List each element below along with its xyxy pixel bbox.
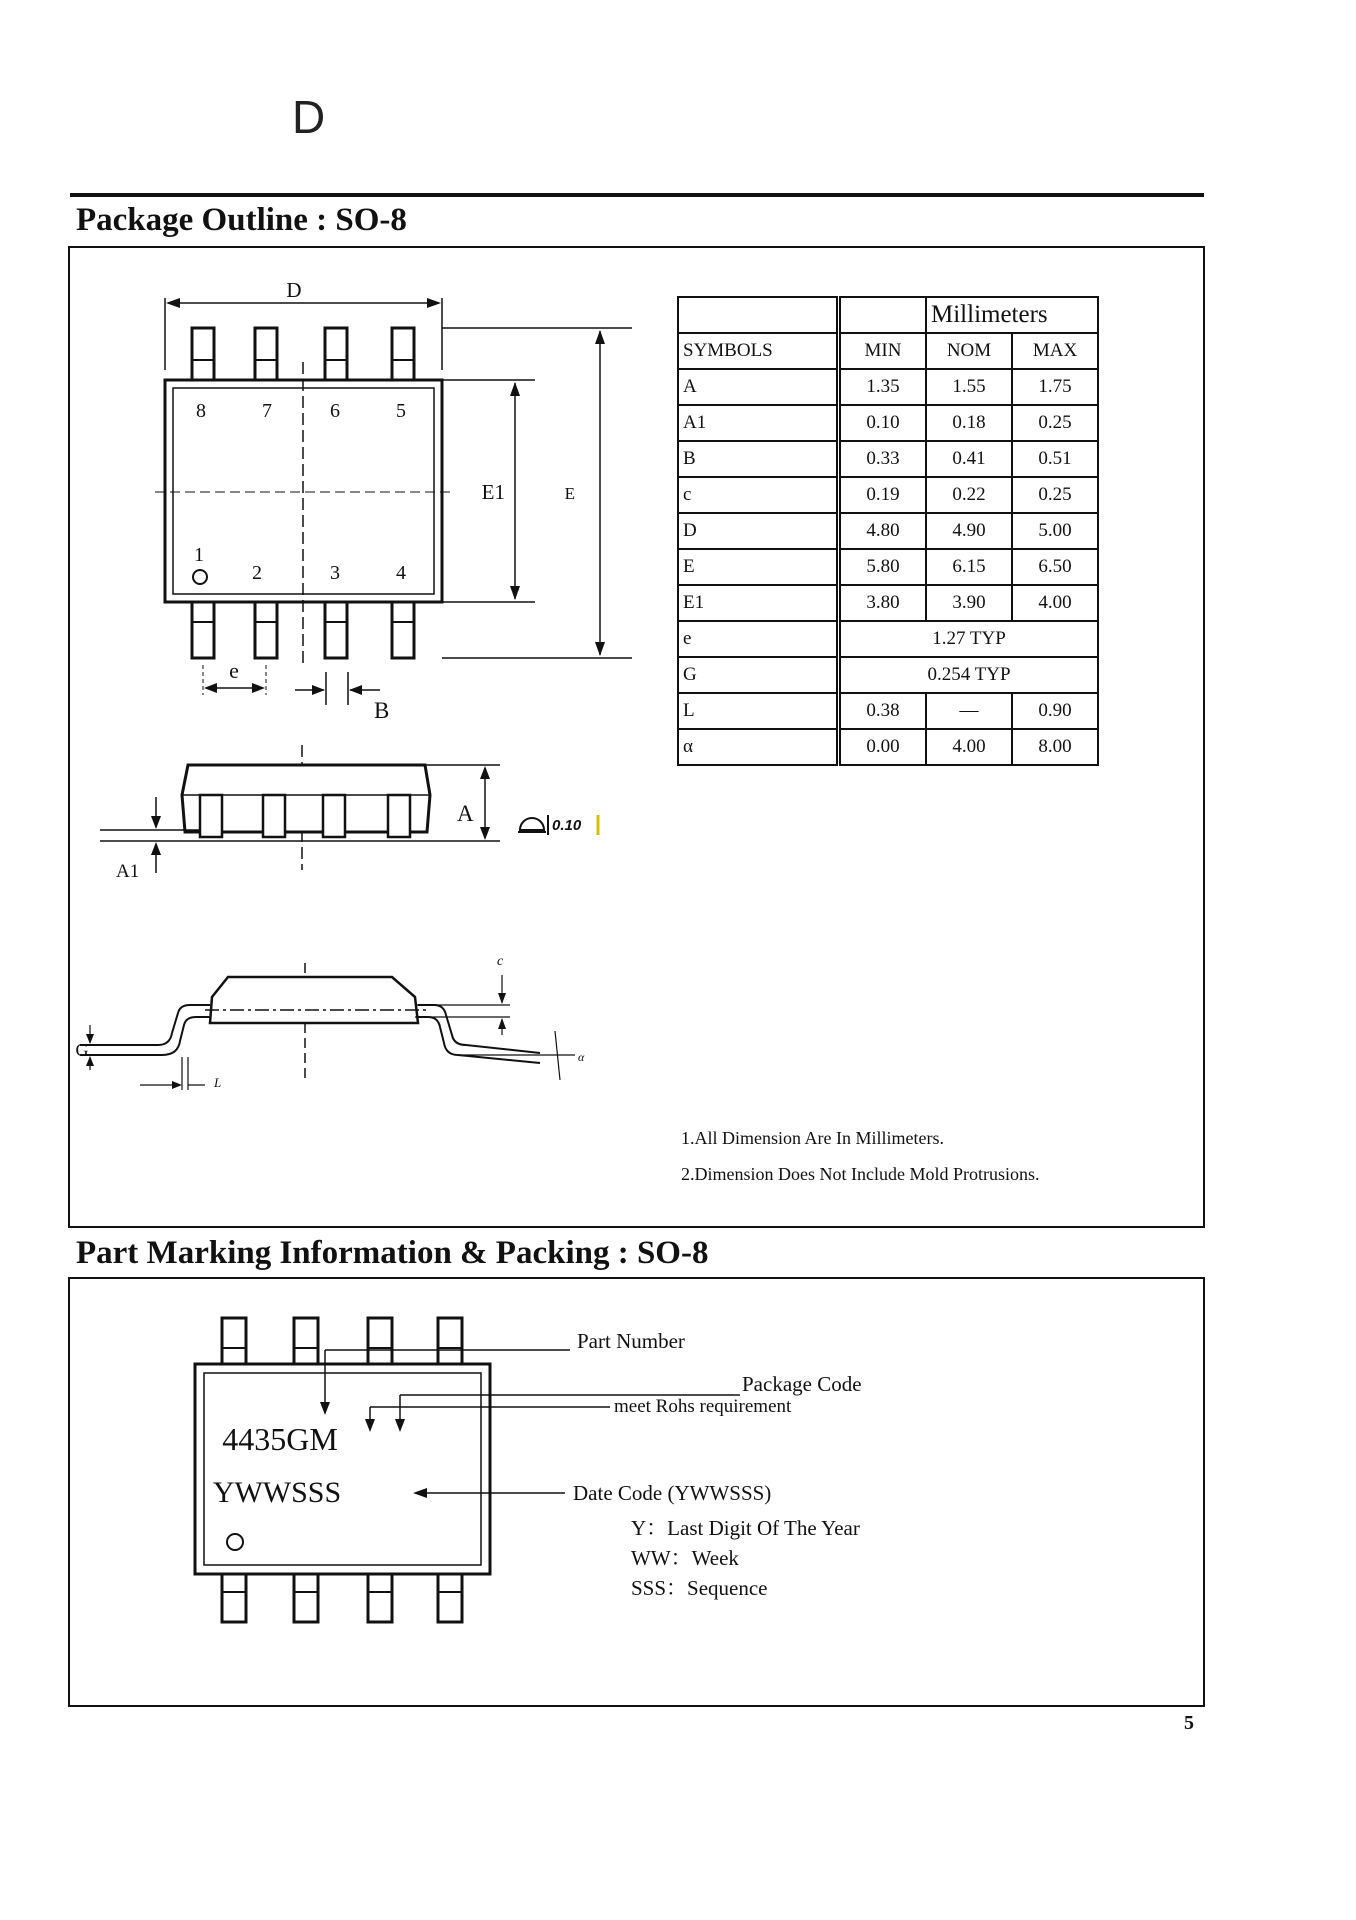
- table-cell: SYMBOLS: [678, 333, 839, 369]
- table-header-row: [678, 333, 1098, 369]
- table-cell: B: [678, 441, 839, 477]
- drawing-label: 8: [196, 400, 206, 422]
- table-cell: MIN: [839, 333, 927, 369]
- drawing-label: 7: [262, 400, 272, 422]
- package-outline-title: Package Outline : SO-8: [76, 202, 407, 238]
- table-cell: —: [926, 693, 1012, 729]
- table-row: [678, 477, 1098, 513]
- table-cell: 4.00: [1012, 585, 1098, 621]
- table-cell: 0.00: [839, 729, 927, 765]
- table-cell: 1.75: [1012, 369, 1098, 405]
- drawing-label: 6: [330, 400, 340, 422]
- table-row: [678, 369, 1098, 405]
- table-cell: 4.90: [926, 513, 1012, 549]
- table-cell: 1.35: [839, 369, 927, 405]
- table-cell: c: [678, 477, 839, 513]
- table-cell: e: [678, 621, 839, 657]
- drawing-label: G: [75, 1040, 89, 1060]
- rohs-label: meet Rohs requirement: [614, 1396, 792, 1417]
- drawing-label: 2: [252, 562, 262, 584]
- table-row: [678, 585, 1098, 621]
- drawing-label: 3: [330, 562, 340, 584]
- table-cell: D: [678, 513, 839, 549]
- table-cell: 4.80: [839, 513, 927, 549]
- table-row: [678, 513, 1098, 549]
- flatness-icon: [520, 818, 544, 830]
- table-row: [678, 405, 1098, 441]
- drawing-label: 1: [194, 544, 204, 566]
- table-cell: 5.00: [1012, 513, 1098, 549]
- table-cell: 8.00: [1012, 729, 1098, 765]
- table-cell: 0.51: [1012, 441, 1098, 477]
- package-code-label: Package Code: [742, 1372, 862, 1396]
- table-cell: MAX: [1012, 333, 1098, 369]
- week-desc: WW：Week: [631, 1546, 739, 1570]
- drawing-label: B: [374, 698, 390, 723]
- table-header-row: [678, 297, 1098, 333]
- marking-date-code: YWWSSS: [212, 1476, 342, 1509]
- table-cell: 0.38: [839, 693, 927, 729]
- table-cell: 3.80: [839, 585, 927, 621]
- table-cell: [839, 297, 927, 333]
- drawing-label: e: [229, 658, 239, 683]
- table-cell: 5.80: [839, 549, 927, 585]
- drawing-label: E: [564, 484, 575, 503]
- table-cell: 0.25: [1012, 405, 1098, 441]
- drawing-label: α: [578, 1050, 585, 1064]
- table-cell: 0.19: [839, 477, 927, 513]
- top-view-drawing: [80, 270, 640, 723]
- table-cell: 6.15: [926, 549, 1012, 585]
- date-code-label: Date Code (YWWSSS): [573, 1481, 772, 1505]
- table-cell: 0.33: [839, 441, 927, 477]
- table-row: [678, 657, 1098, 693]
- table-cell: E: [678, 549, 839, 585]
- table-row: [678, 441, 1098, 477]
- drawing-label: 4: [396, 562, 406, 584]
- table-cell: 0.25: [1012, 477, 1098, 513]
- drawing-label: E1: [481, 480, 505, 504]
- note-1: 1.All Dimension Are In Millimeters.: [681, 1128, 944, 1148]
- dimensions-table: [677, 296, 1099, 766]
- table-row: [678, 693, 1098, 729]
- lead-profile-drawing: [70, 935, 610, 1105]
- company-logo: D: [292, 91, 326, 143]
- page-number: 5: [1184, 1712, 1194, 1734]
- table-row: [678, 621, 1098, 657]
- table-cell: G: [678, 657, 839, 693]
- table-cell: 0.10: [839, 405, 927, 441]
- table-cell: 4.00: [926, 729, 1012, 765]
- unit-header: Millimeters: [926, 297, 1098, 333]
- note-2: 2.Dimension Does Not Include Mold Protrusions.: [681, 1164, 1040, 1184]
- table-cell: 1.27 TYP: [839, 621, 1099, 657]
- drawing-label: 0.10: [552, 817, 582, 834]
- drawing-label: c: [497, 954, 504, 969]
- drawing-label: A: [457, 801, 474, 826]
- table-cell: A: [678, 369, 839, 405]
- table-cell: E1: [678, 585, 839, 621]
- table-cell: A1: [678, 405, 839, 441]
- table-row: [678, 729, 1098, 765]
- year-desc: Y：Last Digit Of The Year: [631, 1516, 860, 1540]
- table-cell: L: [678, 693, 839, 729]
- part-number-label: Part Number: [577, 1329, 685, 1353]
- table-cell: 0.18: [926, 405, 1012, 441]
- table-cell: [678, 297, 839, 333]
- sequence-desc: SSS：Sequence: [631, 1576, 768, 1600]
- table-cell: 3.90: [926, 585, 1012, 621]
- table-cell: α: [678, 729, 839, 765]
- side-view-drawing: [80, 745, 620, 895]
- drawing-label: A1: [116, 861, 140, 882]
- drawing-label: 5: [396, 400, 406, 422]
- table-cell: 6.50: [1012, 549, 1098, 585]
- label-D: D: [286, 278, 302, 302]
- marking-part-number: 4435GM: [222, 1421, 338, 1457]
- table-cell: 1.55: [926, 369, 1012, 405]
- drawing-label: L: [214, 1075, 222, 1090]
- table-cell: 0.90: [1012, 693, 1098, 729]
- table-row: [678, 549, 1098, 585]
- table-cell: NOM: [926, 333, 1012, 369]
- table-cell: 0.22: [926, 477, 1012, 513]
- header-rule: [70, 193, 1204, 197]
- table-cell: 0.254 TYP: [839, 657, 1099, 693]
- table-cell: 0.41: [926, 441, 1012, 477]
- part-marking-title: Part Marking Information & Packing : SO-8: [76, 1235, 709, 1271]
